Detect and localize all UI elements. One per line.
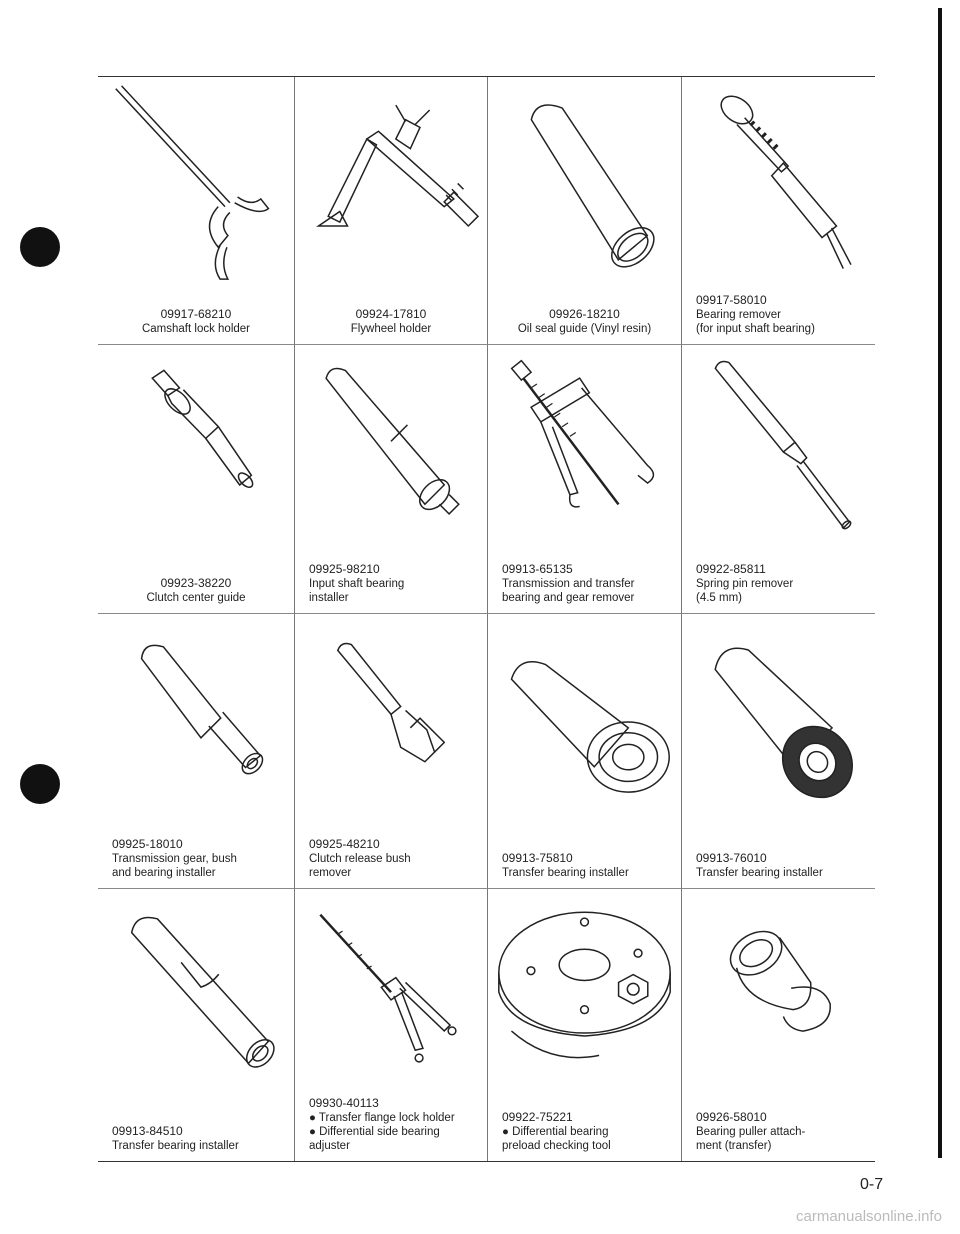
tool-description: Transfer bearing installer xyxy=(112,1140,239,1152)
tool-description: Transmission gear, bush xyxy=(112,853,237,865)
binder-hole-top xyxy=(20,227,60,267)
tool-cell-4 xyxy=(681,77,875,345)
binder-hole-bottom xyxy=(20,764,60,804)
part-number: 09923-38220 xyxy=(160,576,232,590)
tool-cell-16 xyxy=(681,889,875,1161)
tool-description: Clutch center guide xyxy=(146,592,246,604)
page-number: 0-7 xyxy=(860,1176,884,1193)
part-number: 09913-75810 xyxy=(502,851,573,865)
transfer-bearing-installer-icon xyxy=(492,618,677,828)
tool-cell-1 xyxy=(98,77,294,345)
tool-description: (4.5 mm) xyxy=(696,592,742,604)
tool-cell-6 xyxy=(294,345,487,614)
tool-description: Clutch release bush xyxy=(309,853,411,865)
part-number: 09913-65135 xyxy=(502,562,573,576)
tool-description: installer xyxy=(309,592,349,604)
part-number: 09926-18210 xyxy=(549,307,620,321)
tool-cell-2 xyxy=(294,77,487,345)
part-number: 09925-98210 xyxy=(309,562,380,576)
bearing-puller-attachment-icon xyxy=(686,893,871,1101)
tool-description: remover xyxy=(309,867,352,879)
tool-cell-9 xyxy=(98,614,294,889)
part-number: 09925-18010 xyxy=(112,837,183,851)
tool-description: and bearing installer xyxy=(112,867,216,879)
tool-description: ● Differential side bearing xyxy=(309,1126,440,1138)
part-number: 09922-75221 xyxy=(502,1110,573,1124)
part-number: 09930-40113 xyxy=(309,1096,379,1110)
tool-description: Transmission and transfer xyxy=(502,578,635,590)
tool-description: Oil seal guide (Vinyl resin) xyxy=(517,323,652,335)
gear-puller-icon xyxy=(492,349,677,553)
tool-cell-3 xyxy=(487,77,681,345)
tool-cell-7 xyxy=(487,345,681,614)
tool-cell-10 xyxy=(294,614,487,889)
tool-description: Bearing puller attach- xyxy=(696,1126,806,1138)
tool-description: bearing and gear remover xyxy=(502,592,635,604)
tool-cell-8 xyxy=(681,345,875,614)
tool-cell-13 xyxy=(98,889,294,1161)
transfer-bearing-installer-icon xyxy=(686,618,871,828)
camshaft-lock-holder-icon xyxy=(102,81,290,284)
part-number: 09913-76010 xyxy=(696,851,767,865)
page-edge-rule xyxy=(938,8,942,1158)
part-number: 09922-85811 xyxy=(696,562,766,576)
part-number: 09917-68210 xyxy=(160,307,232,321)
tool-description: preload checking tool xyxy=(502,1140,611,1152)
tool-description: Camshaft lock holder xyxy=(141,323,251,335)
part-number: 09913-84510 xyxy=(112,1124,183,1138)
tool-description: Flywheel holder xyxy=(350,323,432,335)
watermark: carmanualsonline.info xyxy=(796,1208,942,1225)
gear-bush-installer-icon xyxy=(102,618,290,828)
tool-description: Transfer bearing installer xyxy=(696,867,823,879)
part-number: 09926-58010 xyxy=(696,1110,767,1124)
tool-description: Transfer bearing installer xyxy=(502,867,629,879)
part-number: 09924-17810 xyxy=(355,307,427,321)
tool-description: Input shaft bearing xyxy=(309,578,405,590)
clutch-bush-remover-icon xyxy=(299,618,483,828)
preload-checking-tool-icon xyxy=(492,893,677,1101)
part-number: 09925-48210 xyxy=(309,837,380,851)
tool-description: (for input shaft bearing) xyxy=(696,323,815,335)
tool-cell-14 xyxy=(294,889,487,1161)
flange-lock-holder-icon xyxy=(299,893,483,1101)
tool-cell-15 xyxy=(487,889,681,1161)
tool-description: ment (transfer) xyxy=(696,1140,772,1152)
flywheel-holder-icon xyxy=(299,81,483,284)
input-shaft-bearing-installer-icon xyxy=(299,349,483,553)
tool-description: adjuster xyxy=(309,1140,350,1152)
tool-cell-11 xyxy=(487,614,681,889)
special-tools-grid xyxy=(98,76,875,1162)
bearing-remover-icon xyxy=(686,81,871,284)
oil-seal-guide-icon xyxy=(492,81,677,284)
part-number: 09917-58010 xyxy=(696,293,767,307)
clutch-center-guide-icon xyxy=(102,349,290,553)
tool-cell-12 xyxy=(681,614,875,889)
tool-description: ● Transfer flange lock holder xyxy=(309,1112,455,1124)
tool-description: Spring pin remover xyxy=(696,578,794,590)
tool-description: Bearing remover xyxy=(696,309,782,321)
spring-pin-remover-icon xyxy=(686,349,871,553)
tool-description: ● Differential bearing xyxy=(502,1126,609,1138)
tool-cell-5 xyxy=(98,345,294,614)
transfer-bearing-installer-icon xyxy=(102,893,290,1101)
